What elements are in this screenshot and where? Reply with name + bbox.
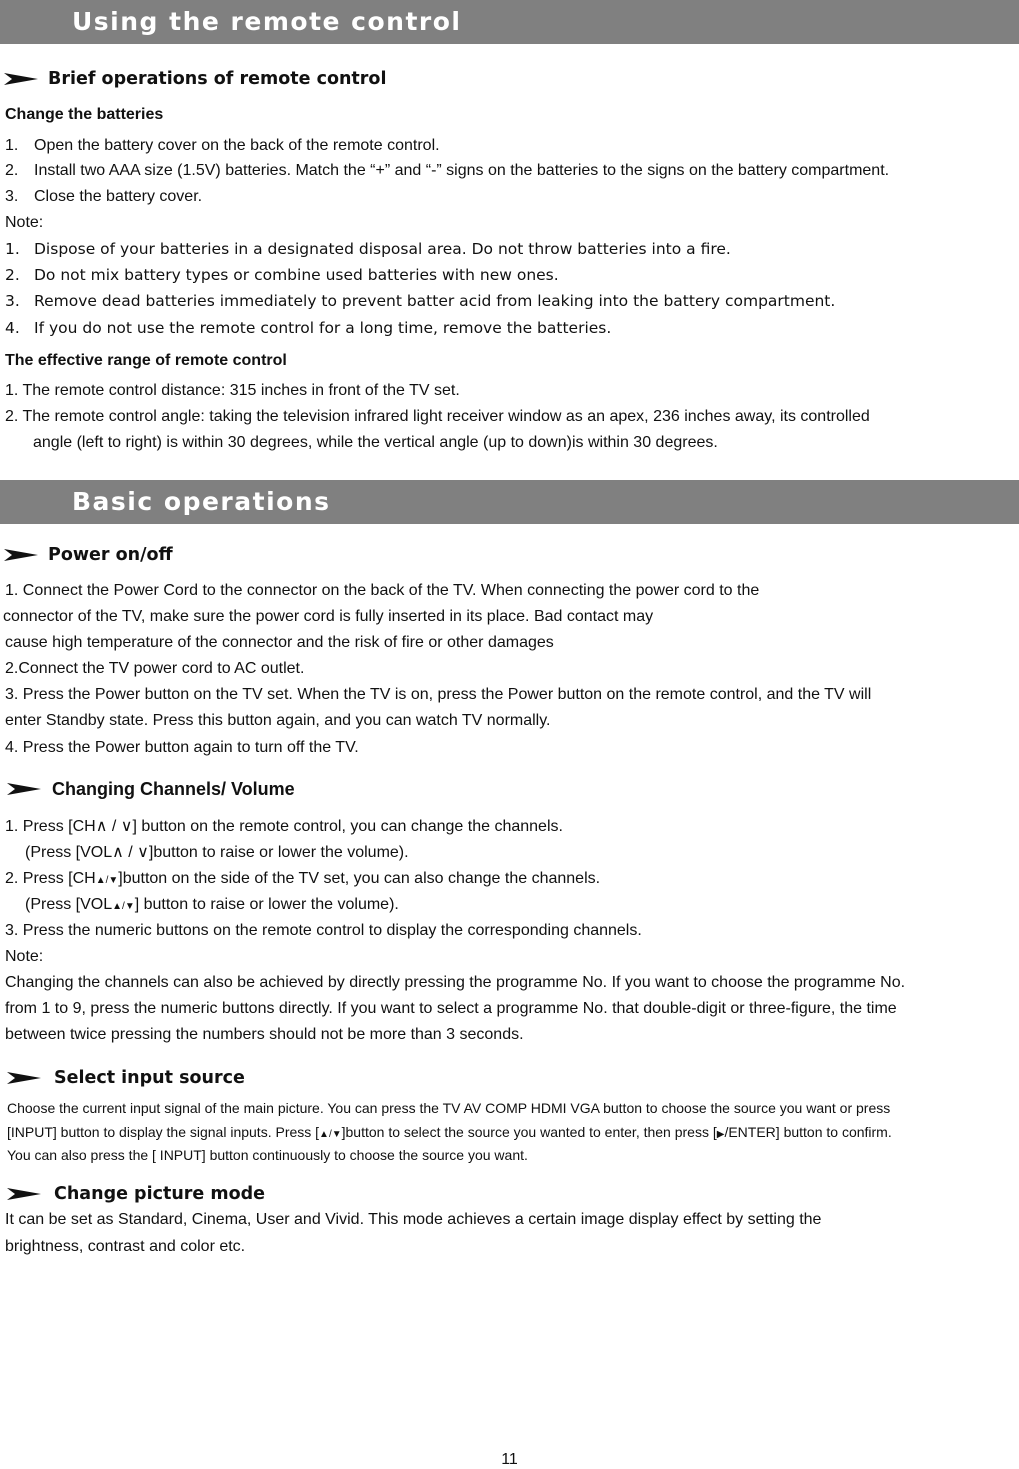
subheading-channels: [4, 777, 295, 801]
range-line-1: 1. The remote control distance: 315 inches in front of the TV set.: [5, 382, 460, 399]
power-line-5: 3. Press the Power button on the TV set. When the TV is on, press the Power button on the remote control, and the TV will: [5, 686, 872, 703]
battery-note-4: 4. If you do not use the remote control for a long time, remove the batteries.: [5, 319, 612, 337]
subheading-input-label: Select input source: [54, 1068, 245, 1088]
battery-step-1: 1. Open the battery cover on the back of the remote control.: [5, 137, 440, 154]
power-line-1: 1. Connect the Power Cord to the connector on the back of the TV. When connecting the power cord to the: [5, 582, 760, 599]
section-header-remote: Using the remote control: [0, 0, 1019, 44]
channels-note-label: Note:: [5, 948, 44, 965]
range-line-2: 2. The remote control angle: taking the television infrared light receiver window as an apex, 236 inches away, its controlled: [5, 408, 870, 425]
channels-line-5: 3. Press the numeric buttons on the remote control to display the corresponding channels.: [5, 922, 642, 939]
up-down-arrows-icon: ▲/▼: [319, 1129, 342, 1140]
right-arrow-icon: ▶: [716, 1129, 725, 1140]
arrow-bullet-icon: [4, 72, 38, 86]
batteries-heading: Change the batteries: [5, 106, 164, 123]
input-line-1: Choose the current input signal of the main picture. You can press the TV AV COMP HDMI VGA button to choose the source you want or press: [7, 1100, 891, 1116]
channels-line-2: (Press [VOL∧ / ∨]button to raise or lower the volume).: [25, 844, 409, 861]
subheading-picture: [4, 1182, 265, 1206]
range-line-2-cont: angle (left to right) is within 30 degrees, while the vertical angle (up to down)is within 30 degrees.: [33, 434, 718, 451]
power-line-6: enter Standby state. Press this button again, and you can watch TV normally.: [5, 712, 551, 729]
up-down-arrows-icon: ▲/▼: [95, 875, 119, 886]
picture-line-2: brightness, contrast and color etc.: [5, 1238, 246, 1255]
input-line-3: You can also press the [ INPUT] button continuously to choose the source you want.: [7, 1147, 528, 1163]
subheading-picture-label: Change picture mode: [54, 1184, 266, 1204]
picture-line-1: It can be set as Standard, Cinema, User and Vivid. This mode achieves a certain image display effect by setting the: [5, 1211, 822, 1228]
channels-line-3: 2. Press [CH▲/▼]button on the side of the TV set, you can also change the channels.: [5, 870, 601, 887]
arrow-bullet-icon: [4, 548, 38, 562]
channels-line-1: 1. Press [CH∧ / ∨] button on the remote control, you can change the channels.: [5, 818, 563, 835]
power-line-4: 2.Connect the TV power cord to AC outlet.: [5, 660, 305, 677]
channels-note-line-3: between twice pressing the numbers should not be more than 3 seconds.: [5, 1026, 524, 1043]
channels-line-4: (Press [VOL▲/▼] button to raise or lower the volume).: [25, 896, 399, 913]
battery-note-label: Note:: [5, 214, 44, 231]
subheading-brief-label: Brief operations of remote control: [48, 69, 387, 89]
input-line-2: [INPUT] button to display the signal inputs. Press [▲/▼]button to select the source you wanted to enter, then press [▶/ENTER] button to confirm.: [7, 1124, 892, 1140]
page-number: 11: [501, 1451, 518, 1468]
arrow-bullet-icon: [7, 1187, 41, 1201]
power-line-2: connector of the TV, make sure the power cord is fully inserted in its place. Bad contact may: [3, 608, 654, 625]
arrow-bullet-icon: [7, 1071, 41, 1085]
arrow-bullet-icon: [7, 782, 41, 796]
section-header-basic: Basic operations: [0, 480, 1019, 524]
channels-note-line-2: from 1 to 9, press the numeric buttons directly. If you want to select a programme No. that double-digit or three-figure, the time: [5, 1000, 897, 1017]
range-heading: The effective range of remote control: [5, 352, 287, 369]
power-line-3: cause high temperature of the connector and the risk of fire or other damages: [5, 634, 554, 651]
power-line-7: 4. Press the Power button again to turn off the TV.: [5, 739, 359, 756]
battery-step-3: 3. Close the battery cover.: [5, 188, 203, 205]
subheading-channels-label: Changing Channels/ Volume: [52, 778, 295, 799]
subheading-power: [4, 543, 173, 567]
up-down-arrows-icon: ▲/▼: [112, 901, 135, 912]
battery-note-2: 2. Do not mix battery types or combine used batteries with new ones.: [5, 266, 559, 284]
subheading-brief-operations: [4, 67, 386, 91]
subheading-power-label: Power on/off: [48, 545, 173, 565]
battery-note-3: 3. Remove dead batteries immediately to prevent batter acid from leaking into the battery compartment.: [5, 292, 836, 310]
channels-note-line-1: Changing the channels can also be achieved by directly pressing the programme No. If you want to choose the programme No.: [5, 974, 906, 991]
battery-step-2: 2. Install two AAA size (1.5V) batteries. Match the “+” and “-” signs on the batteries to the signs on the battery compartment.: [5, 162, 890, 179]
battery-note-1: 1. Dispose of your batteries in a designated disposal area. Do not throw batteries into a fire.: [5, 240, 731, 258]
subheading-input: [4, 1066, 245, 1090]
